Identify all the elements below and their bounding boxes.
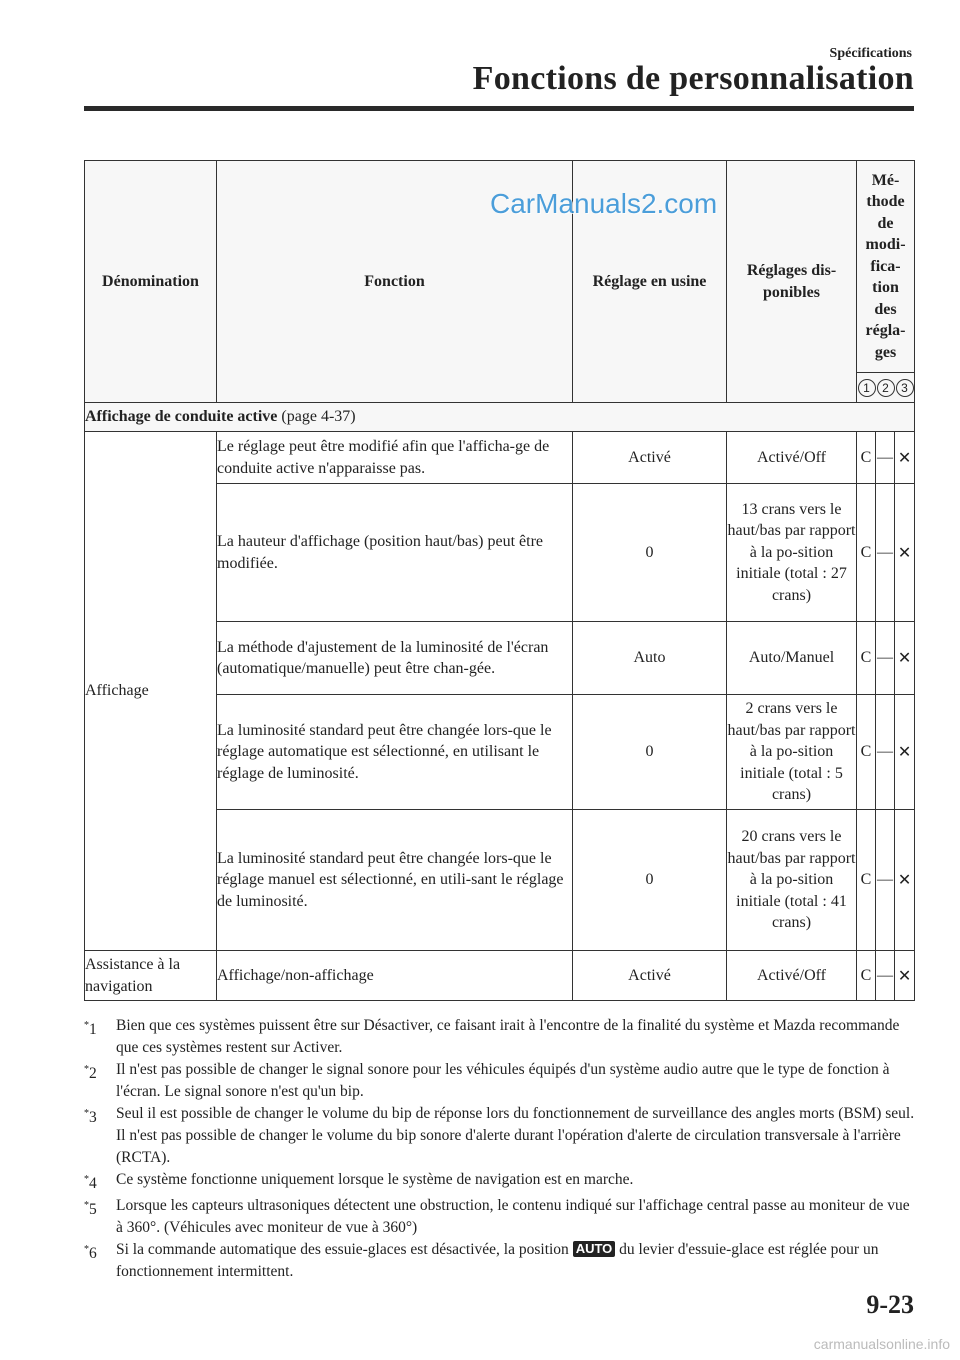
row-available: 2 crans vers le haut/bas par rapport à la po-sition initiale (total : 5 crans) [727, 695, 857, 810]
method-1: C [857, 622, 876, 695]
footnote-key: 6 [89, 1245, 97, 1263]
method-numbers [857, 373, 915, 403]
method-number-2: 2 [877, 379, 895, 397]
footnote-text: Bien que ces systèmes puissent être sur Désactiver, ce faisant irait à l'encontre de la finalité du système et Mazda recommande que ces systèmes restent sur Activer. [116, 1017, 900, 1056]
method-2: — [876, 810, 895, 951]
method-number-3: 3 [896, 379, 914, 397]
row-function: Le réglage peut être modifié afin que l'afficha-ge de conduite active n'apparaisse pas. [217, 432, 573, 484]
method-1: C [857, 432, 876, 484]
header-method: Mé-thode de modi-fica-tion des régla-ges [857, 161, 915, 373]
method-2: — [876, 484, 895, 622]
method-1: C [857, 810, 876, 951]
row-available: Activé/Off [727, 951, 857, 1001]
method-number-1: 1 [858, 379, 876, 397]
footnote-key: 4 [89, 1175, 97, 1193]
header-divider [84, 106, 914, 111]
footnote: *6 Si la commande automatique des essuie-glaces est désactivée, la position AUTO du levier d'essuie-glace est réglée pour un fonctionnement intermittent. [84, 1239, 916, 1283]
method-1: C [857, 484, 876, 622]
footnote-key: 3 [89, 1109, 97, 1127]
row-function: La hauteur d'affichage (position haut/bas) peut être modifiée. [217, 484, 573, 622]
footnote: *5 Lorsque les capteurs ultrasoniques détectent une obstruction, le contenu indiqué sur l'affichage central passe au moniteur de vue à 360°. (Véhicules avec moniteur de vue à 360°) [84, 1195, 916, 1239]
footnote: *1 Bien que ces systèmes puissent être sur Désactiver, ce faisant irait à l'encontre de la finalité du système et Mazda recommande que ces systèmes restent sur Activer. [84, 1015, 916, 1059]
row-factory: 0 [573, 810, 727, 951]
method-3: ✕ [895, 695, 915, 810]
row-function: La méthode d'ajustement de la luminosité de l'écran (automatique/manuelle) peut être chan-gée. [217, 622, 573, 695]
method-3: ✕ [895, 810, 915, 951]
footnote-key: 2 [89, 1065, 97, 1083]
method-1: C [857, 951, 876, 1001]
section-row [85, 403, 915, 432]
method-2: — [876, 695, 895, 810]
method-3: ✕ [895, 622, 915, 695]
method-2: — [876, 432, 895, 484]
row-function: Affichage/non-affichage [217, 951, 573, 1001]
row-group-name: Affichage [85, 432, 217, 951]
footnote-key: 5 [89, 1201, 97, 1219]
section-subtitle: Spécifications [829, 46, 912, 61]
row-name: Assistance à la navigation [85, 951, 217, 1001]
row-function: La luminosité standard peut être changée lors-que le réglage automatique est sélectionné, en utilisant le réglage de luminosité. [217, 695, 573, 810]
footnote: *2 Il n'est pas possible de changer le signal sonore pour les véhicules équipés d'un système audio autre que le type de fonction à l'écran. Le signal sonore n'est qu'un bip. [84, 1059, 916, 1103]
method-3: ✕ [895, 432, 915, 484]
footnote-text-before: Si la commande automatique des essuie-glaces est désactivée, la position [116, 1241, 569, 1259]
section-page-ref: (page 4-37) [281, 408, 356, 426]
row-factory: Activé [573, 432, 727, 484]
footnote: *3 Seul il est possible de changer le volume du bip de réponse lors du fonctionnement de surveillance des angles morts (BSM) seul. Il n'est pas possible de changer le volume du bip sonore d'alerte durant l'opération d'alerte de circulation transversale à l'arrière (RCTA). [84, 1103, 916, 1169]
row-factory: Activé [573, 951, 727, 1001]
method-3: ✕ [895, 484, 915, 622]
footnote-text: Lorsque les capteurs ultrasoniques détectent une obstruction, le contenu indiqué sur l'affichage central passe au moniteur de vue à 360°. (Véhicules avec moniteur de vue à 360°) [116, 1197, 910, 1237]
header-name: Dénomination [85, 161, 217, 403]
header-function: Fonction [217, 161, 573, 403]
row-factory: 0 [573, 484, 727, 622]
method-1: C [857, 695, 876, 810]
footnote: *4 Ce système fonctionne uniquement lorsque le système de navigation est en marche. [84, 1169, 916, 1195]
footer-watermark: carmanualsonline.info [813, 1336, 950, 1352]
footnote-text-after: du levier d'essuie-glace est réglée pour un fonctionnement intermittent. [116, 1241, 879, 1281]
method-2: — [876, 951, 895, 1001]
page-title: Fonctions de personnalisation [472, 60, 914, 97]
header-factory-setting: Réglage en usine [573, 161, 727, 403]
header-available-settings: Réglages dis-ponibles [727, 161, 857, 403]
watermark: CarManuals2.com [490, 188, 718, 219]
footnote-text: Ce système fonctionne uniquement lorsque le système de navigation est en marche. [116, 1171, 634, 1188]
table-row [85, 951, 915, 1001]
customization-table [84, 160, 915, 1001]
section-title: Affichage de conduite active [85, 408, 278, 426]
row-available: Activé/Off [727, 432, 857, 484]
row-available: Auto/Manuel [727, 622, 857, 695]
footnote-text: Seul il est possible de changer le volume du bip de réponse lors du fonctionnement de surveillance des angles morts (BSM) seul. Il n'est pas possible de changer le volume du bip sonore d'alerte durant l'opération d'alerte de circulation transversale à l'arrière (RCTA). [116, 1105, 915, 1166]
table-row [85, 432, 915, 484]
row-available: 13 crans vers le haut/bas par rapport à la po-sition initiale (total : 27 crans) [727, 484, 857, 622]
page-number: 9-23 [866, 1290, 914, 1319]
method-2: — [876, 622, 895, 695]
row-available: 20 crans vers le haut/bas par rapport à la po-sition initiale (total : 41 crans) [727, 810, 857, 951]
footnotes [84, 1015, 916, 1283]
row-function: La luminosité standard peut être changée lors-que le réglage manuel est sélectionné, en utili-sant le réglage de luminosité. [217, 810, 573, 951]
row-factory: Auto [573, 622, 727, 695]
row-factory: 0 [573, 695, 727, 810]
footnote-text: Il n'est pas possible de changer le signal sonore pour les véhicules équipés d'un système audio autre que le type de fonction à l'écran. Le signal sonore n'est qu'un bip. [116, 1061, 890, 1100]
footnote-text [116, 1239, 916, 1283]
auto-icon: AUTO [573, 1241, 616, 1257]
method-3: ✕ [895, 951, 915, 1001]
footnote-key: 1 [89, 1021, 97, 1039]
